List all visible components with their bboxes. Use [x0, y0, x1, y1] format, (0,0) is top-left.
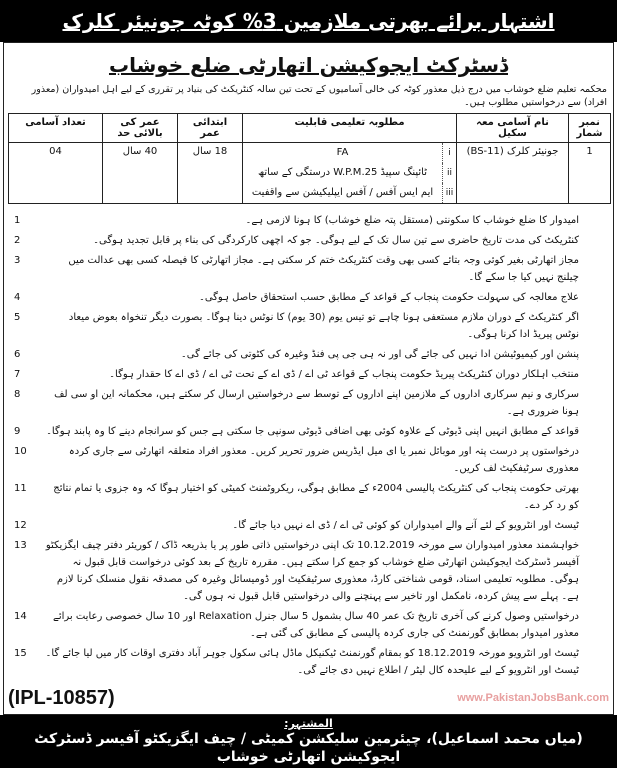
qualification-item: ii ٹائپنگ سپیڈ 25.W.P.M درستگی کے ساتھ — [243, 163, 456, 183]
item-number: 3 — [14, 255, 21, 266]
cell-serial: 1 — [569, 143, 611, 204]
qualification-item: i FA — [243, 143, 456, 163]
item-number: 11 — [14, 483, 27, 494]
item-number: 2 — [14, 235, 21, 246]
item-text: ٹیسٹ اور انٹرویو کے لئے آنے والے امیدواران کو کوئی ٹی اے / ڈی اے نہیں دیا جائے گا۔ — [232, 520, 579, 531]
list-item — [8, 346, 609, 363]
item-text: اگر کنٹریکٹ کے دوران ملازم مستعفی ہونا چاہے تو تیس یوم (30 یوم) کا نوٹس دینا ہوگا۔ بصورت دیگر تنخواہ بعوض میعاد نوٹس پیریڈ ادا کرنا ہوگی۔ — [68, 312, 579, 340]
col-post: نام آسامی معہ سکیل — [457, 114, 569, 143]
col-min-age: ابتدائی عمر — [178, 114, 243, 143]
list-item — [8, 212, 609, 229]
item-number: 4 — [14, 292, 21, 303]
list-item — [8, 480, 609, 514]
item-number: 7 — [14, 369, 21, 380]
item-text: علاج معالجہ کی سہولت حکومت پنجاب کے قواعد کے مطابق حسب استحقاق حاصل ہوگی۔ — [198, 292, 579, 303]
list-item — [8, 232, 609, 249]
item-number: 1 — [14, 215, 21, 226]
list-item — [8, 645, 609, 679]
advertiser-name: (میاں محمد اسماعیل)، چیئرمین سلیکشن کمیٹی / چیف ایگزیکٹو آفیسر ڈسٹرکٹ ایجوکیشن اتھارٹی خوشاب — [34, 731, 583, 765]
col-serial: نمبر شمار — [569, 114, 611, 143]
list-item — [8, 537, 609, 605]
item-number: 8 — [14, 389, 21, 400]
item-text: درخواستیں وصول کرنے کی آخری تاریخ تک عمر 40 سال بشمول 5 سال جنرل Relaxation اور 10 سال خصوصی رعایت برائے معذور امیدوار بمطابق گورنمنٹ کی جاری کردہ پالیسی کے مطابق کی گئی ہے۔ — [52, 611, 579, 639]
col-max-age: عمر کی بالائی حد — [103, 114, 178, 143]
cell-post: جونیئر کلرک (BS-11) — [457, 143, 569, 204]
item-number: 13 — [14, 540, 27, 551]
item-number: 10 — [14, 446, 27, 457]
col-count: تعداد آسامی — [9, 114, 103, 143]
list-item — [8, 386, 609, 420]
reference-number: (IPL-10857) — [8, 687, 115, 709]
item-number: 9 — [14, 426, 21, 437]
col-qualification: مطلوبہ تعلیمی قابلیت — [243, 114, 457, 143]
item-number: 5 — [14, 312, 21, 323]
list-item — [8, 423, 609, 440]
footer-band — [0, 715, 617, 768]
item-text: خواہشمند معذور امیدواران سے مورخہ 10.12.2019 تک اپنی درخواستیں ذاتی طور پر یا بذریعہ ڈاک / کوریئر دفتر چیف ایگزیکٹو آفیسر ڈسٹرکٹ ایجوکیشن اتھارٹی ضلع خوشاب کو جمع کرا سکتے ہیں۔ مقررہ تاریخ کے بعد کوئی درخواست قابل قبول نہ ہوگی۔ مطلوبہ تعلیمی اسناد، قومی شناختی کارڈ، معذوری سرٹیفکیٹ اور ڈومیسائل وغیرہ کی مصدقہ نقول منسلک کرنا لازم ہے۔ پہلے سے پیش کردہ، نامکمل اور تاخیر سے پہنچنے والی درخواستیں قابل قبول نہ ہوں گی۔ — [45, 540, 579, 602]
item-text: بھرتی حکومت پنجاب کی کنٹریکٹ پالیسی 2004ء کے مطابق ہوگی، ریکروٹمنٹ کمیٹی کو اختیار ہوگا کہ وہ جزوی یا تمام نتائج کو رد کر دے۔ — [53, 483, 579, 511]
item-text: منتخب اہلکار دوران کنٹریکٹ پیریڈ حکومت پنجاب کے قواعد ٹی اے / ڈی اے کے تحت ٹی اے / ڈی اے کا حقدار ہوگا۔ — [109, 369, 579, 380]
list-item — [8, 443, 609, 477]
department-title: ڈسٹرکٹ ایجوکیشن اتھارٹی ضلع خوشاب — [108, 53, 508, 77]
item-text: درخواستوں پر درست پتہ اور موبائل نمبر یا ای میل ایڈریس ضرور تحریر کریں۔ معذور افراد متعلقہ اتھارٹی سے جاری کردہ معذوری سرٹیفکیٹ لف کریں۔ — [68, 446, 579, 474]
item-text: مجاز اتھارٹی بغیر کوئی وجہ بتائے کسی بھی وقت کنٹریکٹ ختم کر سکتی ہے۔ مجاز اتھارٹی کا فیصلہ کسی بھی عدالت میں چیلنج نہیں کیا جا سکے گا۔ — [68, 255, 579, 283]
item-number: 12 — [14, 520, 27, 531]
cell-qualification — [243, 143, 457, 204]
list-item — [8, 252, 609, 286]
item-number: 6 — [14, 349, 21, 360]
item-text: امیدوار کا ضلع خوشاب کا سکونتی (مستقل پتہ ضلع خوشاب) کا ہونا لازمی ہے۔ — [245, 215, 579, 226]
item-text: سرکاری و نیم سرکاری اداروں کے ملازمین اپنے اداروں کے توسط سے درخواستیں ارسال کر سکتے ہیں، محکمانہ این او سی لف ہونا ضروری ہے۔ — [54, 389, 579, 417]
qualification-item: iii ایم ایس آفس / آفس ایپلیکیشن سے واقفیت — [243, 183, 456, 203]
terms-list — [8, 212, 609, 682]
list-item — [8, 608, 609, 642]
cell-max-age: 40 سال — [103, 143, 178, 204]
advertiser-label: المشتہر: — [284, 717, 333, 730]
list-item — [8, 366, 609, 383]
intro-text: محکمہ تعلیم ضلع خوشاب میں درج ذیل معذور کوٹہ کی خالی آسامیوں کے تحت تین سالہ کنٹریکٹ کی بنیاد پر تقرری کے لیے اہل امیدواران (معذور افراد) سے درخواستیں مطلوب ہیں۔ — [31, 84, 607, 108]
posts-table — [8, 113, 611, 204]
list-item — [8, 517, 609, 534]
advertisement-body — [3, 42, 614, 715]
item-text: ٹیسٹ اور انٹرویو مورخہ 18.12.2019 کو بمقام گورنمنٹ ٹیکنیکل ماڈل ہائی سکول جوہر آباد دفتری اوقات کار میں لیا جائے گا۔ ٹیسٹ اور انٹرویو کے لیے علیحدہ کال لیٹر / اطلاع نہیں دی جائے گی۔ — [45, 648, 579, 676]
table-row — [9, 143, 611, 204]
item-text: پنشن اور کیمیوٹیشن ادا نہیں کی جائے گی اور نہ ہی جی پی فنڈ وغیرہ کی کٹوتی کی جائے گی۔ — [180, 349, 579, 360]
watermark: www.PakistanJobsBank.com — [457, 692, 609, 704]
item-number: 15 — [14, 648, 27, 659]
bottom-row — [8, 686, 609, 710]
cell-count: 04 — [9, 143, 103, 204]
list-item — [8, 309, 609, 343]
table-header — [9, 114, 611, 143]
item-text: قواعد کے مطابق انہیں اپنی ڈیوٹی کے علاوہ کوئی بھی اضافی ڈیوٹی سونپی جا سکتی ہے جس کو سرانجام دینے کا وہ پابند ہوگا۔ — [46, 426, 579, 437]
list-item — [8, 289, 609, 306]
item-text: کنٹریکٹ کی مدت تاریخ حاضری سے تین سال تک کے لیے ہوگی۔ جو کہ اچھی کارکردگی کی بناء پر قابل تجدید ہوگی۔ — [93, 235, 579, 246]
cell-min-age: 18 سال — [178, 143, 243, 204]
item-number: 14 — [14, 611, 27, 622]
ad-title: اشتہار برائے بھرتی ملازمین 3% کوٹہ جونیئر کلرک — [62, 9, 555, 33]
header-band — [0, 0, 617, 42]
